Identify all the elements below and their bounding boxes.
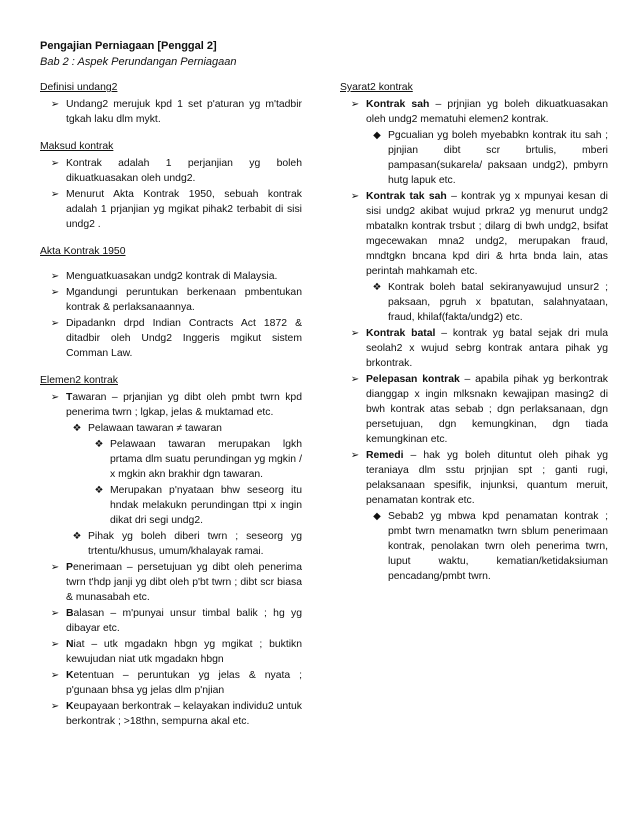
list-item: ❖ Pelawaan tawaran merupakan lgkh prtama dlm suatu perundingan yg mgkin / x mgkin akn brakhir dgn tawaran. — [88, 437, 302, 482]
arrow-bullet-icon: ➢ — [50, 392, 60, 403]
list-item-kontrak-tak-sah: ➢ Kontrak tak sah – kontrak yg x mpunyai kesan di sisi undg2 akibat wujud prkra2 yg menurut undg2 mbatalkn kontrak trsbut ; dilarg di bwh undg2, bsifat mgecewakan mna2 undg2, merupakan fraud, mndtgkn bncana kpd diri & hrta bnda lain, atas perintah mahkamah etc. ❖ Kontrak boleh batal sekiranyawujud unsur2 ; paksaan, pgruh x bpatutan, salahnyataan, fraud, khilaf(fakta/undg2) etc. — [340, 189, 608, 325]
list-item: ➢ Niat – utk mgadakn hbgn yg mgikat ; buktikn kewujudan niat utk mgadakn hbgn — [40, 637, 302, 667]
list-item-kontrak-batal: ➢ Kontrak batal – kontrak yg batal sejak dri mula seolah2 x wujud sebrg kontrak antara pihak yg brkontrak. — [340, 326, 608, 371]
list-item-remedi: ➢ Remedi – hak yg boleh dituntut oleh pihak yg teraniaya dlm sstu prjnjian spt ; ganti rugi, pelaksanaan spesifik, injunksi, quantum meruit, penamatan kontrak etc. ◆ Sebab2 yg mbwa kpd penamatan kontrak ; pmbt twrn menamatkn twrn sblum penerimaan kontrak, penolakan twrn oleh penerima twrn, luput waktu, kematian/ketidaksiuman pencadang/pmbt twrn. — [340, 448, 608, 584]
arrow-bullet-icon: ➢ — [50, 639, 60, 650]
arrow-bullet-icon: ➢ — [350, 328, 360, 339]
arrow-bullet-icon: ➢ — [50, 271, 60, 282]
arrow-bullet-icon: ➢ — [50, 670, 60, 681]
four-diamond-bullet-icon: ❖ — [72, 531, 82, 542]
document-title: Pengajian Perniagaan [Penggal 2] — [40, 40, 217, 52]
section-heading: Elemen2 kontrak — [40, 375, 118, 386]
list-item: ➢ Menguatkuasakan undg2 kontrak di Malaysia. — [40, 269, 302, 284]
section-heading: Definisi undang2 — [40, 82, 118, 93]
list-item: ➢ Balasan – m'punyai unsur timbal balik ; hg yg dibayar etc. — [40, 606, 302, 636]
list-item: ➢ Kontrak adalah 1 perjanjian yg boleh dikuatkuasakan oleh undg2. — [40, 156, 302, 186]
arrow-bullet-icon: ➢ — [350, 191, 360, 202]
list-item: ➢ Undang2 merujuk kpd 1 set p'aturan yg m'tadbir tgkah laku dlm mykt. — [40, 97, 302, 127]
arrow-bullet-icon: ➢ — [350, 450, 360, 461]
arrow-bullet-icon: ➢ — [50, 158, 60, 169]
arrow-bullet-icon: ➢ — [50, 318, 60, 329]
arrow-bullet-icon: ➢ — [350, 374, 360, 385]
section-definisi — [40, 80, 302, 127]
arrow-bullet-icon: ➢ — [50, 608, 60, 619]
list-item: ➢ Mgandungi peruntukan berkenaan pmbentukan kontrak & perlaksanaannya. — [40, 285, 302, 315]
arrow-bullet-icon: ➢ — [50, 99, 60, 110]
list-item: ❖ Pelawaan tawaran ≠ tawaran ❖ Pelawaan tawaran merupakan lgkh prtama dlm suatu perundingan yg mgkin / x mgkin akn brakhir dgn tawaran. ❖ Merupakan p'nyataan bhw seseorg itu hndak melakukn perundingan ttpi x ingin dikat dri segi undg2. — [66, 421, 302, 528]
four-diamond-bullet-icon: ❖ — [72, 423, 82, 434]
arrow-bullet-icon: ➢ — [50, 701, 60, 712]
left-column — [40, 80, 302, 741]
four-diamond-bullet-icon: ❖ — [94, 439, 104, 450]
right-column — [340, 80, 608, 596]
list-item: ❖ Merupakan p'nyataan bhw seseorg itu hndak melakukn perundingan ttpi x ingin dikat dri segi undg2. — [88, 483, 302, 528]
list-item: ➢ Dipadankn drpd Indian Contracts Act 1872 & ditadbir oleh Undg2 Inggeris mgikut sistem Comman Law. — [40, 316, 302, 361]
list-item: ◆ Pgcualian yg boleh myebabkn kontrak itu sah ; pjnjian dibt scr brtulis, mberi pampasan(sukarela/ paksaan undg2), pmbyrn hutg lapuk etc. — [366, 128, 608, 188]
document-header — [40, 38, 600, 70]
list-item: ➢ Ketentuan – peruntukan yg jelas & nyata ; p'gunaan bhsa yg jelas dlm p'njian — [40, 668, 302, 698]
four-diamond-bullet-icon: ❖ — [94, 485, 104, 496]
arrow-bullet-icon: ➢ — [50, 287, 60, 298]
list-item: ◆ Sebab2 yg mbwa kpd penamatan kontrak ; pmbt twrn menamatkn twrn sblum penerimaan kontrak, penolakan twrn oleh penerima twrn, luput waktu, kematian/ketidaksiuman pencadang/pmbt twrn. — [366, 509, 608, 584]
arrow-bullet-icon: ➢ — [350, 99, 360, 110]
list-item: ❖ Pihak yg boleh diberi twrn ; seseorg yg trtentu/khusus, umum/khalayak ramai. — [66, 529, 302, 559]
diamond-bullet-icon: ◆ — [373, 511, 381, 522]
section-elemen — [40, 373, 302, 729]
list-item-tawaran: ➢ Tawaran – prjanjian yg dibt oleh pmbt twrn kpd penerima twrn ; lgkap, jelas & muktamad etc. ❖ Pelawaan tawaran ≠ tawaran ❖ Pelawaan tawaran merupakan lgkh prtama dlm suatu perundingan yg mgkin / x mgkin akn brakhir dgn tawaran. ❖ Merupakan p'nyataan bhw seseorg itu hndak melakukn perundingan ttpi x ingin dikat dri segi undg2. ❖ Pihak yg boleh diberi twrn ; seseorg yg trtentu/khusus, umum/khalayak ramai. — [40, 390, 302, 559]
list-item-pelepasan: ➢ Pelepasan kontrak – apabila pihak yg berkontrak dianggap x ingin mlksnakn kewajipan masing2 di bwh kontrak atas sebab ; dgn perlaksanaan, dgn persetujuan, dgn kemungkinan, dgn tiada kemungkinan etc. — [340, 372, 608, 447]
diamond-bullet-icon: ◆ — [373, 130, 381, 141]
list-item-kontrak-sah: ➢ Kontrak sah – prjnjian yg boleh dikuatkuasakan oleh undg2 mematuhi elemen2 kontrak. ◆ Pgcualian yg boleh myebabkn kontrak itu sah ; pjnjian dibt scr brtulis, mberi pampasan(sukarela/ paksaan undg2), pmbyrn hutg lapuk etc. — [340, 97, 608, 188]
section-heading: Syarat2 kontrak — [340, 82, 413, 93]
section-heading: Akta Kontrak 1950 — [40, 246, 126, 257]
list-item: ➢ Menurut Akta Kontrak 1950, sebuah kontrak adalah 1 prjanjian yg mgikat pihak2 terbabit di sisi undg2 . — [40, 187, 302, 232]
section-syarat — [340, 80, 608, 584]
arrow-bullet-icon: ➢ — [50, 189, 60, 200]
section-heading: Maksud kontrak — [40, 141, 114, 152]
document-subtitle: Bab 2 : Aspek Perundangan Perniagaan — [40, 56, 237, 68]
arrow-bullet-icon: ➢ — [50, 562, 60, 573]
list-item: ➢ Penerimaan – persetujuan yg dibt oleh penerima twrn t'hdp janji yg dibt oleh p'bt twrn ; dibt scr biasa & munasabah etc. — [40, 560, 302, 605]
section-akta — [40, 244, 302, 361]
list-item: ➢ Keupayaan berkontrak – kelayakan individu2 untuk berkontrak ; >18thn, sempurna akal etc. — [40, 699, 302, 729]
section-maksud — [40, 139, 302, 232]
list-item: ❖ Kontrak boleh batal sekiranyawujud unsur2 ; paksaan, pgruh x bpatutan, salahnyataan, fraud, khilaf(fakta/undg2) etc. — [366, 280, 608, 325]
four-diamond-bullet-icon: ❖ — [372, 282, 382, 293]
